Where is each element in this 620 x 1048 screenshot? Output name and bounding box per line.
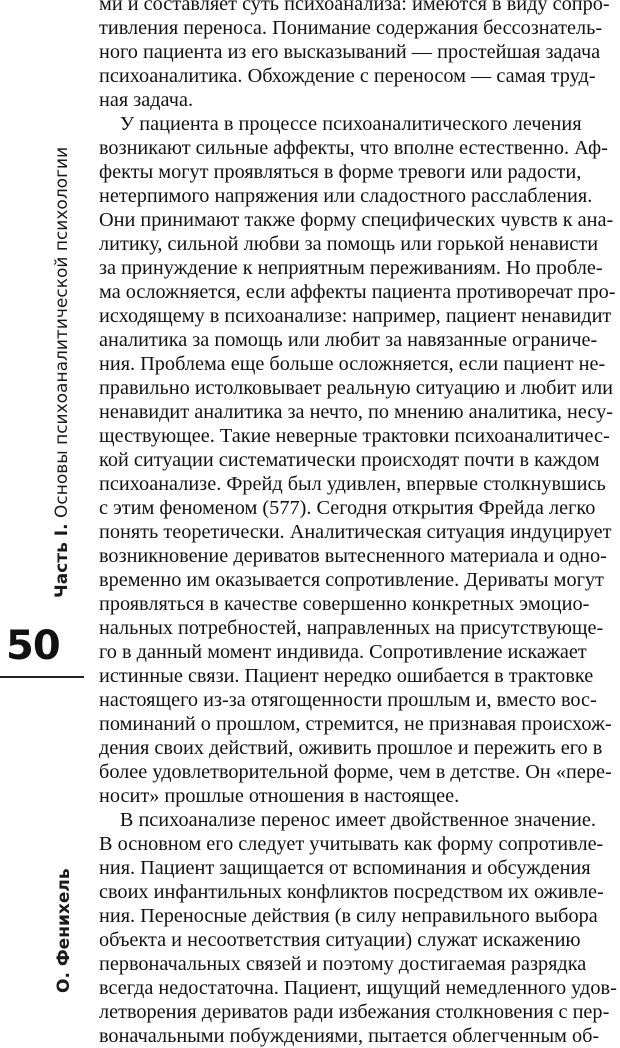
text-line: поминаний о прошлом, стремится, не признавая происхож- — [99, 713, 612, 735]
text-line: ния. Переносные действия (в силу неправильного выбора — [99, 905, 598, 927]
text-line: дения своих действий, оживить прошлое и пережить его в — [99, 737, 603, 759]
text-line: носит» прошлые отношения в настоящее. — [99, 785, 460, 807]
text-line: нальных потребностей, направленных на присутствующе- — [99, 617, 604, 639]
part-label: Часть I. — [52, 523, 72, 598]
author-name: О. Фенихель — [54, 868, 74, 993]
text-line: первоначальных связей и поэтому достигаемая разрядка — [99, 953, 587, 975]
body-text — [99, 0, 620, 1048]
text-line: го в данный момент индивида. Сопротивление искажает — [99, 641, 587, 663]
text-line: В основном его следует учитывать как форму сопротивле- — [99, 833, 604, 855]
page-number-rule — [0, 676, 84, 678]
text-line: более удовлетворительной форме, чем в детстве. Он «пере- — [99, 761, 612, 783]
text-line: ненавидит аналитика за нечто, по мнению аналитика, несу- — [99, 401, 613, 423]
text-line: ма осложняется, если аффекты пациента противоречат про- — [99, 281, 616, 303]
text-line: исходящему в психоанализе: например, пациент ненавидит — [99, 305, 612, 327]
text-line: за принуждение к неприятным переживаниям. Но пробле- — [99, 257, 603, 279]
text-line: аналитика за помощь или любит за навязанные ограниче- — [99, 329, 598, 351]
text-line: тивления переноса. Понимание содержания бессознатель- — [99, 17, 603, 39]
page-margin — [0, 0, 92, 999]
text-line: ния. Проблема еще больше осложняется, если пациент не- — [99, 353, 606, 375]
text-line: своих инфантильных конфликтов посредством их оживле- — [99, 881, 604, 903]
text-line: истинные связи. Пациент нередко ошибается в трактовке — [99, 665, 594, 687]
text-line: кой ситуации систематически происходят почти в каждом — [99, 449, 600, 471]
text-line: ми и составляет суть психоанализа: имеются в виду сопро- — [99, 0, 610, 15]
part-title: Основы психоаналитической психологии — [52, 146, 72, 518]
text-line: летворения дериватов ради избежания столкновения с пер- — [99, 1001, 610, 1023]
text-line: ного пациента из его высказываний — простейшая задача — [99, 41, 601, 63]
text-line: В психоанализе перенос имеет двойственное значение. — [119, 809, 596, 831]
page-number: 50 — [6, 623, 60, 669]
text-line: ная задача. — [99, 89, 194, 111]
text-line: фекты могут проявляться в форме тревоги или радости, — [99, 161, 582, 183]
text-line: настоящего из-за отягощенности прошлым и, вместо вос- — [99, 689, 597, 711]
text-line: проявляться в качестве совершенно конкретных эмоцио- — [99, 593, 590, 615]
text-line: всегда недостаточна. Пациент, ищущий немедленного удов- — [99, 977, 617, 999]
text-line: ществующее. Такие неверные трактовки психоаналитичес- — [99, 425, 610, 447]
running-head — [52, 147, 72, 598]
text-line: психоаналитика. Обхождение с переносом — самая труд- — [99, 65, 596, 87]
text-line: правильно истолковывает реальную ситуацию и любит или — [99, 377, 614, 399]
text-line: Они принимают также форму специфических чувств к ана- — [99, 209, 614, 231]
text-line: понять теоретически. Аналитическая ситуация индуцирует — [99, 521, 612, 543]
text-line: нетерпимого напряжения или сладостного расслабления. — [99, 185, 593, 207]
text-line: психоанализе. Фрейд был удивлен, впервые столкнувшись — [99, 473, 606, 495]
text-line: с этим феноменом (577). Сегодня открытия Фрейда легко — [99, 497, 596, 519]
text-line: ния. Пациент защищается от вспоминания и обсуждения — [99, 857, 591, 879]
text-line: объекта и несоответствия ситуации) служат искажению — [99, 929, 581, 951]
text-line: воначальными побуждениями, пытается облегченным об- — [99, 1025, 600, 1047]
text-line: временно им оказывается сопротивление. Дериваты могут — [99, 569, 604, 591]
text-line: возникают сильные аффекты, что вполне естественно. Аф- — [99, 137, 608, 159]
text-line: литику, сильной любви за помощь или горькой ненависти — [99, 233, 599, 255]
text-line: У пациента в процессе психоаналитического лечения — [119, 113, 582, 135]
text-line: возникновение дериватов вытесненного материала и одно- — [99, 545, 607, 567]
